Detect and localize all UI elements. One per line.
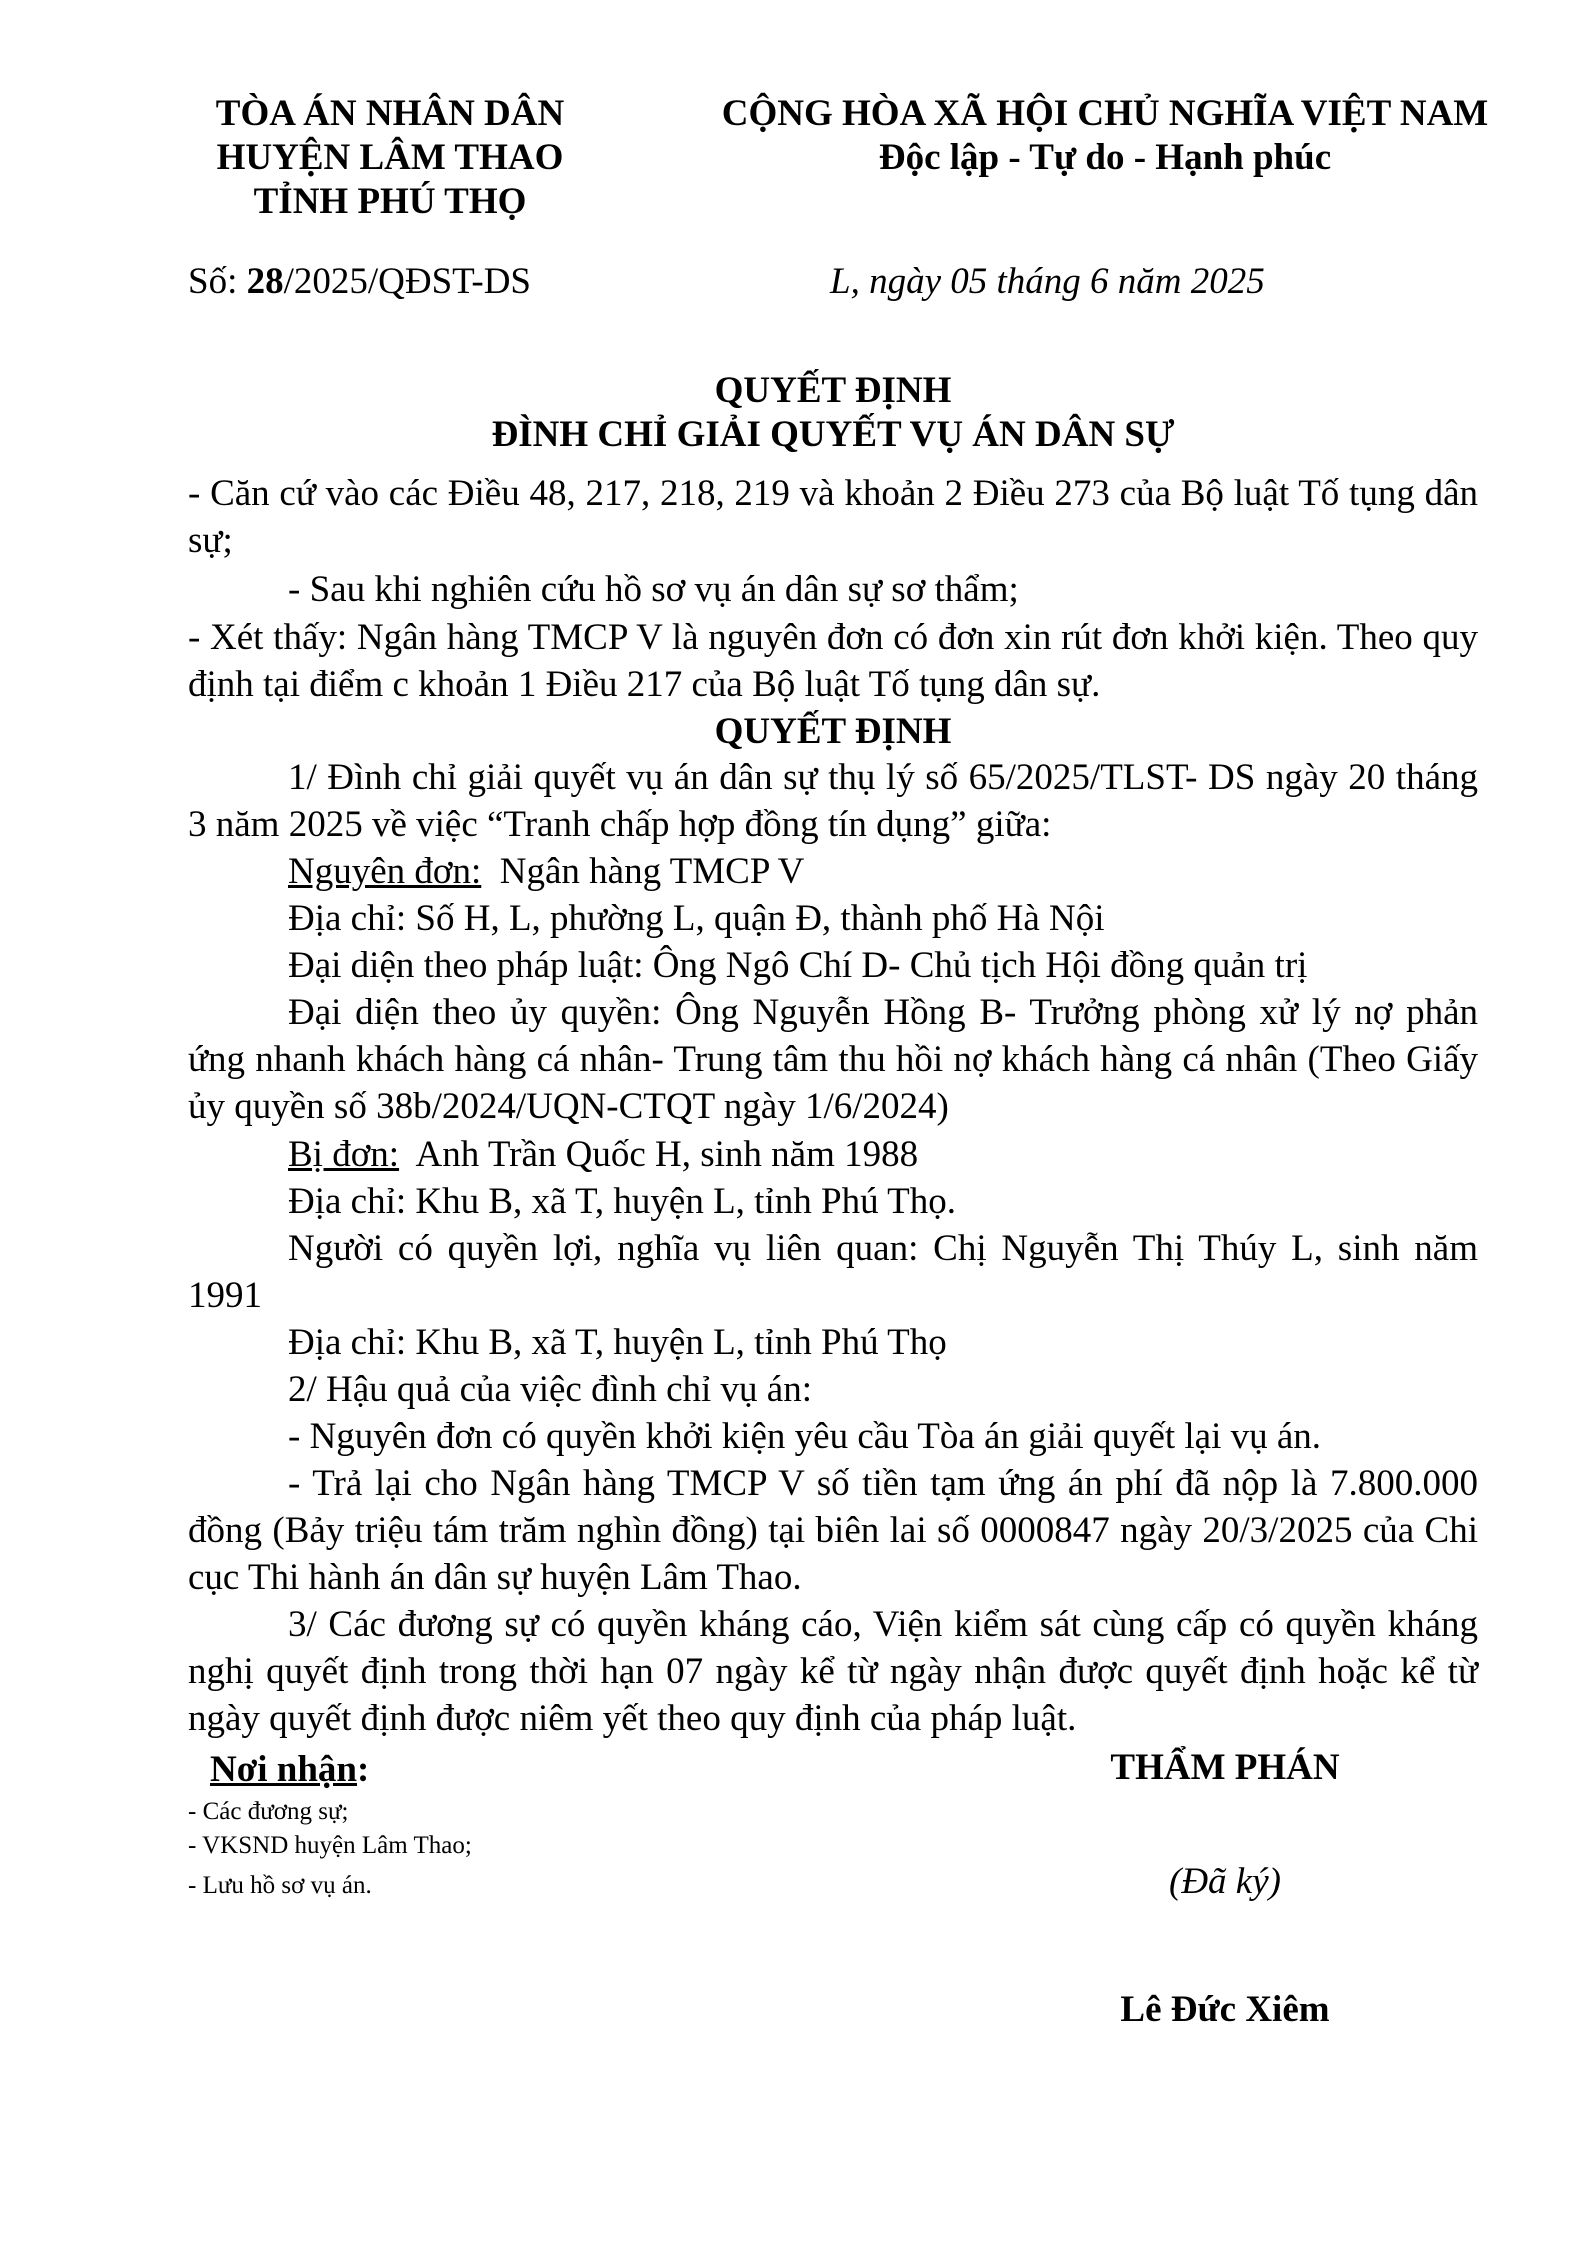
plaintiff-value: Ngân hàng TMCP V bbox=[481, 851, 805, 892]
defendant-address: Địa chỉ: Khu B, xã T, huyện L, tỉnh Phú Thọ. bbox=[288, 1181, 957, 1222]
defendant bbox=[288, 1131, 918, 1178]
number-value: 28 bbox=[246, 261, 284, 302]
place-date: L, ngày 05 tháng 6 năm 2025 bbox=[830, 261, 1265, 302]
recipient-item: - Lưu hồ sơ vụ án. bbox=[188, 1872, 372, 1899]
decision-item-2a: - Nguyên đơn có quyền khởi kiện yêu cầu Tòa án giải quyết lại vụ án. bbox=[288, 1416, 1322, 1457]
document-number bbox=[188, 258, 531, 305]
recipients-heading bbox=[210, 1746, 369, 1793]
decision-item-2b: - Trả lại cho Ngân hàng TMCP V số tiền tạm ứng án phí đã nộp là 7.800.000 đồng (Bảy triệu tám trăm nghìn đồng) tại biên lai số 0000847 ngày 20/3/2025 của Chi cục Thi hành án dân sự huyện Lâm Thao. bbox=[188, 1463, 1478, 1598]
plaintiff bbox=[288, 848, 804, 895]
republic-motto: Độc lập - Tự do - Hạnh phúc bbox=[878, 137, 1332, 178]
number-suffix: /2025/QĐST-DS bbox=[283, 261, 532, 302]
court-line-1: TÒA ÁN NHÂN DÂN bbox=[215, 93, 565, 134]
decision-item-1: 1/ Đình chỉ giải quyết vụ án dân sự thụ lý số 65/2025/TLST- DS ngày 20 tháng 3 năm 2025 về việc “Tranh chấp hợp đồng tín dụng” giữa: bbox=[188, 757, 1478, 845]
plaintiff-address: Địa chỉ: Số H, L, phường L, quận Đ, thành phố Hà Nội bbox=[288, 898, 1105, 939]
authorized-representative: Đại diện theo ủy quyền: Ông Nguyễn Hồng B- Trưởng phòng xử lý nợ phản ứng nhanh khách hàng cá nhân- Trung tâm thu hồi nợ khách hàng cá nhân (Theo Giấy ủy quyền số 38b/2024/UQN-CTQT ngày 1/6/2024) bbox=[188, 992, 1478, 1127]
basis-law: - Căn cứ vào các Điều 48, 217, 218, 219 và khoản 2 Điều 273 của Bộ luật Tố tụng dân sự; bbox=[188, 473, 1478, 561]
republic-block bbox=[720, 92, 1490, 180]
republic-line-1: CỘNG HÒA XÃ HỘI CHỦ NGHĨA VIỆT NAM bbox=[721, 93, 1489, 134]
number-prefix: Số: bbox=[188, 261, 247, 302]
basis-finding: - Xét thấy: Ngân hàng TMCP V là nguyên đơn có đơn xin rút đơn khởi kiện. Theo quy định tại điểm c khoản 1 Điều 217 của Bộ luật Tố tụng dân sự. bbox=[188, 617, 1478, 705]
signed-note: (Đã ký) bbox=[1169, 1861, 1281, 1902]
recipient-item: - Các đương sự; bbox=[188, 1798, 349, 1825]
related-party: Người có quyền lợi, nghĩa vụ liên quan: Chị Nguyễn Thị Thúy L, sinh năm 1991 bbox=[188, 1228, 1478, 1316]
defendant-value: Anh Trần Quốc H, sinh năm 1988 bbox=[399, 1134, 919, 1175]
recipient-item: - VKSND huyện Lâm Thao; bbox=[188, 1832, 472, 1859]
decision-heading: QUYẾT ĐỊNH bbox=[714, 711, 952, 752]
title-line-1: QUYẾT ĐỊNH bbox=[714, 370, 952, 411]
recipients-colon: : bbox=[356, 1749, 370, 1790]
judge-name: Lê Đức Xiêm bbox=[1120, 1989, 1330, 2030]
plaintiff-label: Nguyên đơn: bbox=[288, 851, 482, 892]
decision-item-3: 3/ Các đương sự có quyền kháng cáo, Viện kiểm sát cùng cấp có quyền kháng nghị quyết định trong thời hạn 07 ngày kể từ ngày nhận được quyết định hoặc kể từ ngày quyết định được niêm yết theo quy định của pháp luật. bbox=[188, 1604, 1478, 1739]
court-line-2: HUYỆN LÂM THAO bbox=[216, 137, 564, 178]
judge-title: THẨM PHÁN bbox=[1110, 1747, 1340, 1788]
recipients-label: Nơi nhận bbox=[210, 1749, 357, 1790]
document-title bbox=[188, 369, 1478, 457]
court-line-3: TỈNH PHÚ THỌ bbox=[253, 181, 527, 222]
court-name-block bbox=[190, 92, 590, 224]
defendant-label: Bị đơn: bbox=[288, 1134, 400, 1175]
title-line-2: ĐÌNH CHỈ GIẢI QUYẾT VỤ ÁN DÂN SỰ bbox=[491, 414, 1175, 455]
basis-study: - Sau khi nghiên cứu hồ sơ vụ án dân sự sơ thẩm; bbox=[288, 569, 1019, 610]
related-party-address: Địa chỉ: Khu B, xã T, huyện L, tỉnh Phú Thọ bbox=[288, 1322, 947, 1363]
decision-item-2: 2/ Hậu quả của việc đình chỉ vụ án: bbox=[288, 1369, 812, 1410]
legal-representative: Đại diện theo pháp luật: Ông Ngô Chí D- Chủ tịch Hội đồng quản trị bbox=[288, 945, 1308, 986]
